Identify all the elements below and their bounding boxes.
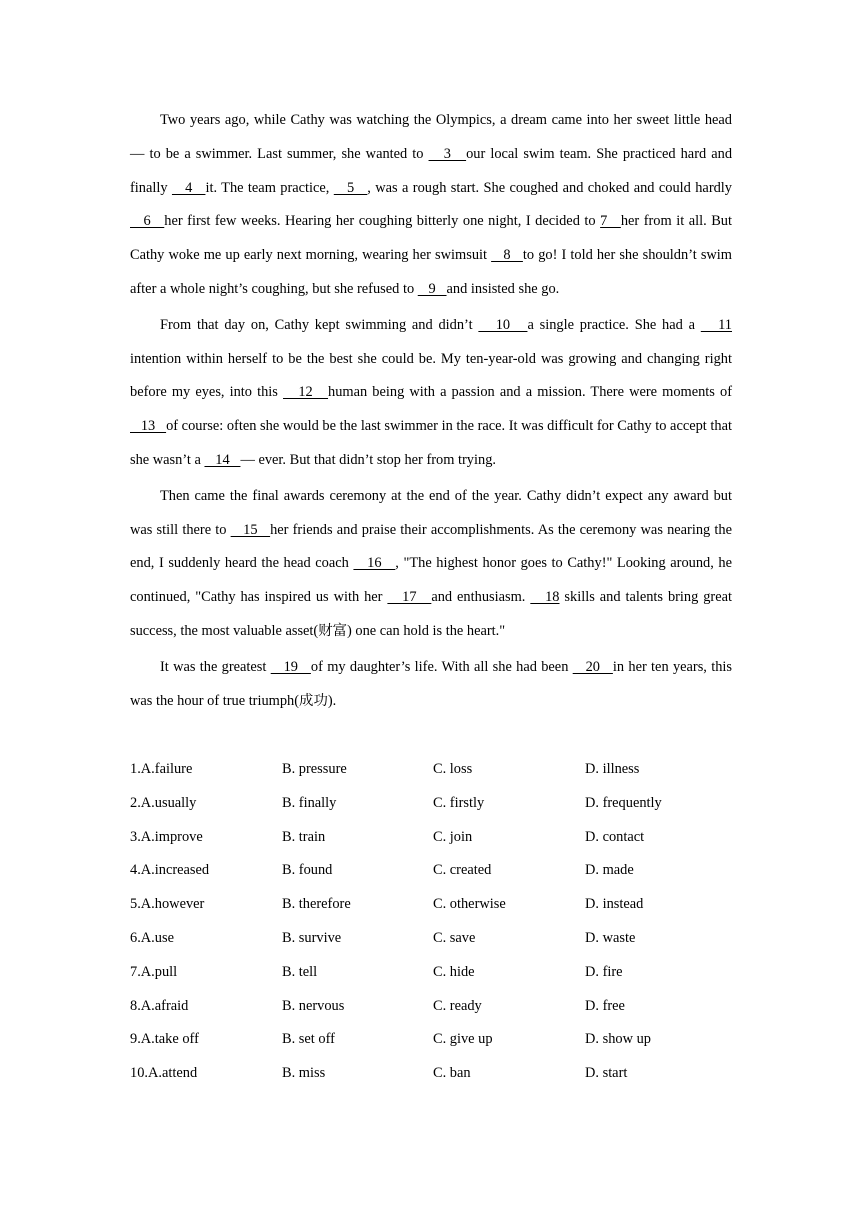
passage-text: her friends and praise their accomplishments. As the ceremony was nearing the end, I suddenly heard the head coach (130, 521, 732, 572)
blank-number: 12 (283, 384, 329, 401)
blank-number: 4 (171, 179, 206, 196)
passage-paragraph (130, 309, 732, 478)
passage-text: — ever. But that didn’t stop her from trying. (240, 451, 496, 468)
option-choice: 6.A.use (130, 929, 174, 946)
option-choice: D. frequently (585, 794, 662, 811)
option-choice: B. survive (282, 929, 342, 946)
passage-text: her first few weeks. Hearing her coughing bitterly one night, I decided to (164, 213, 601, 230)
blank-number: 8 (491, 247, 523, 264)
option-choice: 5.A.however (130, 896, 205, 913)
passage-text: Then came the final awards ceremony at the end of the year. Cathy didn’t expect any award but was still there to (130, 487, 732, 538)
option-row (130, 821, 750, 855)
option-row (130, 888, 750, 922)
option-choice: B. pressure (282, 761, 347, 777)
passage-text: It was the greatest (160, 658, 271, 675)
blank-number: 15 (230, 521, 271, 538)
blank-number: 10 (478, 316, 528, 333)
option-choice: D. free (585, 997, 625, 1014)
passage-text: a single practice. She had a (527, 316, 701, 333)
option-choice: C. firstly (433, 794, 485, 811)
option-choice: 8.A.afraid (130, 997, 189, 1014)
option-choice: 4.A.increased (130, 862, 210, 879)
option-row (130, 1057, 750, 1091)
passage-text: human being with a passion and a mission. There were moments of (328, 384, 732, 401)
blank-number: 19 (270, 658, 311, 675)
passage-text: in her ten years, this was the hour of true triumph(成功). (130, 658, 732, 709)
option-choice: C. ready (433, 997, 482, 1014)
blank-number: 14 (204, 451, 241, 468)
option-choice: C. ban (433, 1065, 471, 1082)
option-choice: B. finally (282, 794, 337, 811)
blank-number: 18 (530, 589, 560, 606)
option-choice: C. give up (433, 1031, 493, 1048)
passage-text: and enthusiasm. (431, 589, 531, 606)
cloze-passage (130, 104, 732, 718)
option-row (130, 753, 750, 787)
option-choice: C. join (433, 828, 473, 845)
option-choice: C. loss (433, 761, 473, 777)
answer-options (130, 753, 750, 1091)
option-choice: D. made (585, 862, 634, 879)
option-row (130, 990, 750, 1024)
option-choice: D. instead (585, 896, 644, 913)
option-choice: C. created (433, 862, 492, 879)
blank-number: 13 (130, 418, 167, 435)
passage-text: of course: often she would be the last swimmer in the race. It was difficult for Cathy to accept that she wasn’t a (130, 418, 732, 468)
blank-number: 9 (417, 280, 447, 297)
passage-text: her from it all. But Cathy woke me up early next morning, wearing her swimsuit (130, 213, 732, 264)
option-row (130, 1023, 750, 1057)
blank-number: 5 (333, 179, 368, 196)
option-choice: C. hide (433, 963, 475, 980)
option-choice: 9.A.take off (130, 1031, 199, 1048)
passage-text: skills and talents bring great success, the most valuable asset(财富) one can hold is the heart." (130, 589, 733, 639)
option-choice: B. therefore (282, 896, 351, 913)
blank-number: 20 (572, 658, 613, 675)
option-choice: D. fire (585, 963, 623, 980)
passage-text: to go! I told her she shouldn’t swim after a whole night’s coughing, but she refused to (130, 247, 733, 297)
passage-paragraph (130, 104, 732, 307)
passage-text: , was a rough start. She coughed and choked and could hardly (367, 179, 733, 196)
option-choice: C. otherwise (433, 896, 506, 913)
blank-number: 17 (387, 589, 432, 606)
option-choice: 3.A.improve (130, 828, 203, 845)
option-choice: D. waste (585, 929, 636, 946)
passage-text: it. The team practice, (205, 179, 334, 196)
option-choice: B. set off (282, 1031, 335, 1048)
option-choice: 1.A.failure (130, 761, 193, 777)
option-row (130, 922, 750, 956)
blank-number: 11 (700, 316, 732, 333)
option-choice: D. illness (585, 761, 640, 777)
passage-text: From that day on, Cathy kept swimming and didn’t (160, 316, 479, 333)
option-choice: D. contact (585, 828, 645, 845)
option-row (130, 787, 750, 821)
option-choice: 2.A.usually (130, 794, 197, 811)
option-choice: B. miss (282, 1065, 326, 1082)
passage-text: of my daughter’s life. With all she had been (310, 658, 573, 675)
option-choice: D. start (585, 1065, 628, 1082)
passage-text: , "The highest honor goes to Cathy!" Looking around, he continued, "Cathy has inspired us with her (130, 555, 732, 606)
passage-text: intention within herself to be the best she could be. My ten-year-old was growing and changing right before my eyes, into this (130, 350, 732, 401)
passage-text: Two years ago, while Cathy was watching the Olympics, a dream came into her sweet little head — to be a swimmer. Last summer, she wanted to (130, 112, 732, 162)
option-choice: B. train (282, 828, 326, 845)
option-choice: 10.A.attend (130, 1065, 198, 1082)
option-choice: 7.A.pull (130, 963, 178, 980)
blank-number: 7 (600, 213, 621, 230)
option-choice: D. show up (585, 1031, 651, 1048)
option-row (130, 854, 750, 888)
option-row (130, 956, 750, 990)
passage-text: our local swim team. She practiced hard and finally (130, 145, 733, 196)
option-choice: C. save (433, 929, 476, 946)
blank-number: 3 (428, 145, 467, 162)
option-choice: B. nervous (282, 997, 345, 1014)
option-choice: B. found (282, 862, 333, 879)
blank-number: 6 (130, 213, 165, 230)
blank-number: 16 (353, 555, 396, 572)
passage-paragraph (130, 480, 732, 649)
option-choice: B. tell (282, 963, 318, 980)
passage-paragraph (130, 651, 732, 719)
passage-text: and insisted she go. (446, 280, 560, 297)
